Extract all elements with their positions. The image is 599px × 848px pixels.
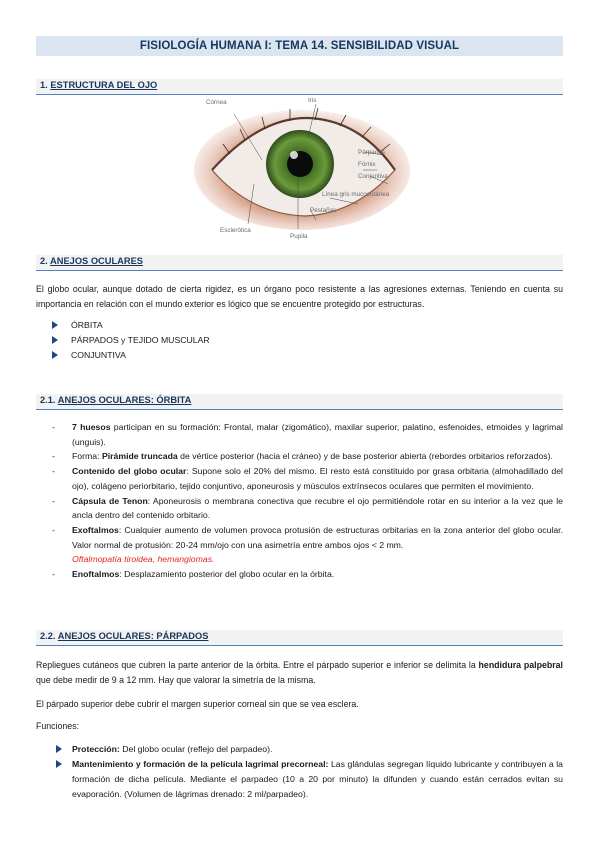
list-item: - Enoftalmos: Desplazamiento posterior del globo ocular en la órbita. [52,569,335,580]
anejos-paragraph: El globo ocular, aunque dotado de cierta rigidez, es un órgano poco resistente a las agresiones externas. Teniendo en cuenta su importancia en relación con el mundo exterior es lógico que se encuentre protegido por estructuras. [36,284,563,309]
red-note: Oftalmopatía tiroidea, hemangiomas. [72,554,215,565]
arrow-bullet-icon [52,336,58,344]
label-linea-gris: Línea gris mucocutánea [322,191,390,198]
section-label: ANEJOS OCULARES [50,256,143,266]
orbita-list [52,420,563,582]
section-number: 2.2. [40,631,56,641]
funciones-label: Funciones: [36,721,80,731]
list-item: - Forma: Pirámide truncada de vértice posterior (hacia el cráneo) y de base posterior abierta (rebordes orbitarios reforzados). [52,451,553,462]
document-title-bar [36,36,563,56]
label-pestanas: Pestañas [310,207,337,214]
funciones-list [56,742,563,802]
list-item: - 7 huesos participan en su formación: Frontal, malar (zigomático), maxilar superior, palatino, esfenoides, etmoides y lagrimal (unguis). [52,422,563,447]
label-cornea: Córnea [206,99,227,106]
section-label: ANEJOS OCULARES: ÓRBITA [57,395,192,405]
list-item: - Contenido del globo ocular: Supone solo el 20% del mismo. El resto está constituido por grasa orbitaria (almohadillado del ojo), colágeno periorbitario, tejido conjuntivo, aponeurosis y músculos extrínsecos oculares que permiten el movimiento. [52,466,563,491]
arrow-bullet-icon [56,760,62,768]
anejos-list [52,318,210,363]
arrow-bullet-icon [52,351,58,359]
label-esclerotica: Esclerótica [220,227,251,234]
arrow-bullet-icon [56,745,62,753]
section-number: 2.1. [40,395,56,405]
section-number: 2. [40,256,48,266]
list-item: ÓRBITA [52,318,210,333]
section-label: ANEJOS OCULARES: PÁRPADOS [57,631,209,641]
section-heading-orbita [36,394,563,410]
section-heading-anejos [36,255,563,271]
label-fornix: Fórnix [358,161,376,168]
label-conjuntiva: Conjuntiva [358,173,388,180]
parpados-paragraph-2: El párpado superior debe cubrir el margen superior corneal sin que se vea esclera. [36,699,359,709]
document-title: FISIOLOGÍA HUMANA I: TEMA 14. SENSIBILIDAD VISUAL [139,40,460,52]
list-item: Mantenimiento y formación de la película lagrimal precorneal: Las glándulas segregan líquido lubricante y contribuyen a la formación de dicha película. Mediante el parpadeo (10 a 20 por minuto) la difunden y cuando están cerrados evitan su evaporación. (Volumen de lágrimas drenado: 2 ml/parpadeo). [56,757,563,802]
section-label: ESTRUCTURA DEL OJO [50,80,158,90]
section-number: 1. [40,80,48,90]
list-item: CONJUNTIVA [52,348,210,363]
section-heading-parpados [36,630,563,646]
label-pupila: Pupila [290,233,308,240]
label-parpados: Párpados [358,149,385,156]
arrow-bullet-icon [52,321,58,329]
list-item: PÁRPADOS y TEJIDO MUSCULAR [52,333,210,348]
list-item: - Cápsula de Tenon: Aponeurosis o membrana conectiva que recubre el ojo permitiéndole rotar en su interior a la vez que le ancla dentro del contenido orbitario. [52,495,563,521]
list-item: - Exoftalmos: Cualquier aumento de volumen provoca protusión de estructuras orbitarias en la zona anterior del globo ocular. Valor normal de protusión: 20-24 mm/ojo con una asimetría entre ambos ojos < 2 mm. Oftalmopatía tiroidea, hemangiomas. [52,524,563,565]
label-iris: Iris [308,97,317,104]
list-item: Protección: Del globo ocular (reflejo del parpadeo). [56,742,563,757]
parpados-paragraph: Repliegues cutáneos que cubren la parte anterior de la órbita. Entre el párpado superior e inferior se delimita la hendidura palpebral que debe medir de 9 a 12 mm. Hay que valorar la simetría de la misma. [36,660,563,685]
eye-anatomy-figure [190,92,410,242]
